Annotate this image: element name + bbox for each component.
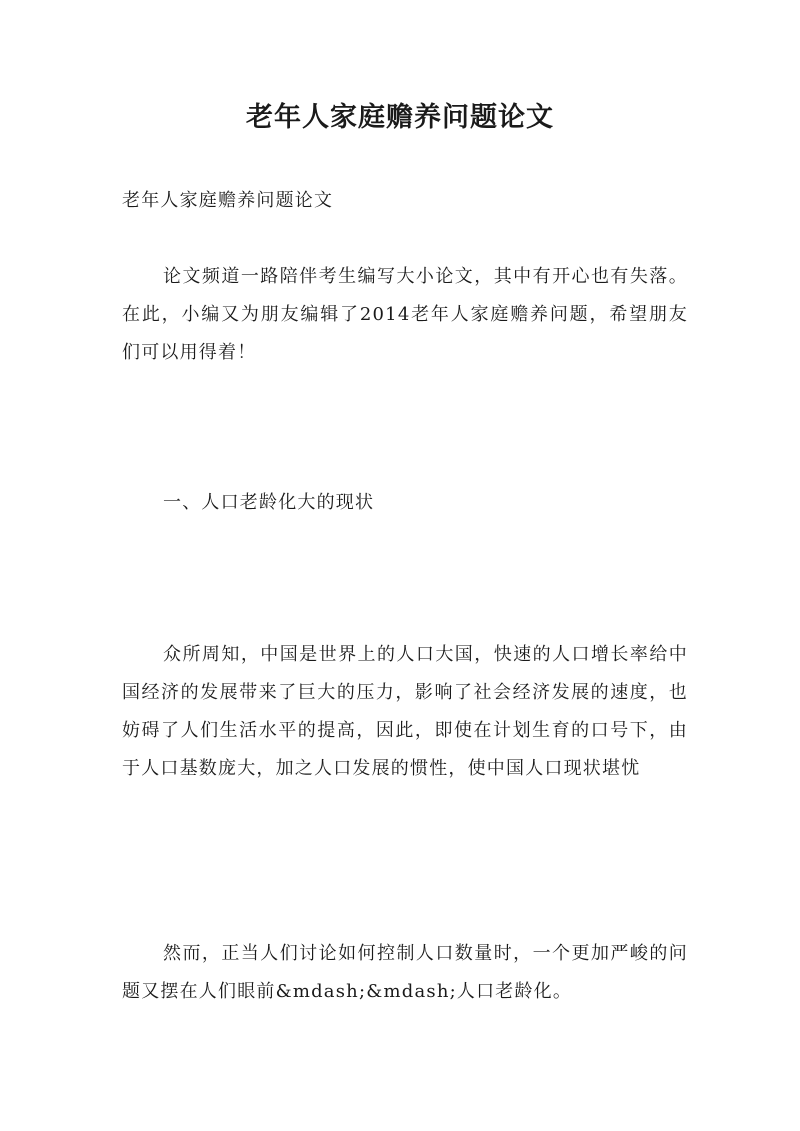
section-heading: 一、人口老龄化大的现状 (163, 492, 375, 513)
document-subtitle: 老年人家庭赡养问题论文 (122, 190, 334, 211)
document-title: 老年人家庭赡养问题论文 (246, 102, 554, 133)
body-paragraph: 众所周知，中国是世界上的人口大国，快速的人口增长率给中国经济的发展带来了巨大的压力，影响了社会经济发展的速度，也妨碍了人们生活水平的提高，因此，即使在计划生育的口号下，由于人口基数庞大，加之人口发展的惯性，使中国人口现状堪忧 (122, 644, 688, 779)
body-paragraph: 然而，正当人们讨论如何控制人口数量时，一个更加严峻的问题又摆在人们眼前&mdash;&mdash;人口老龄化。 (122, 943, 688, 1002)
intro-paragraph: 论文频道一路陪伴考生编写大小论文，其中有开心也有失落。在此，小编又为朋友编辑了2014老年人家庭赡养问题，希望朋友们可以用得着！ (122, 266, 688, 363)
